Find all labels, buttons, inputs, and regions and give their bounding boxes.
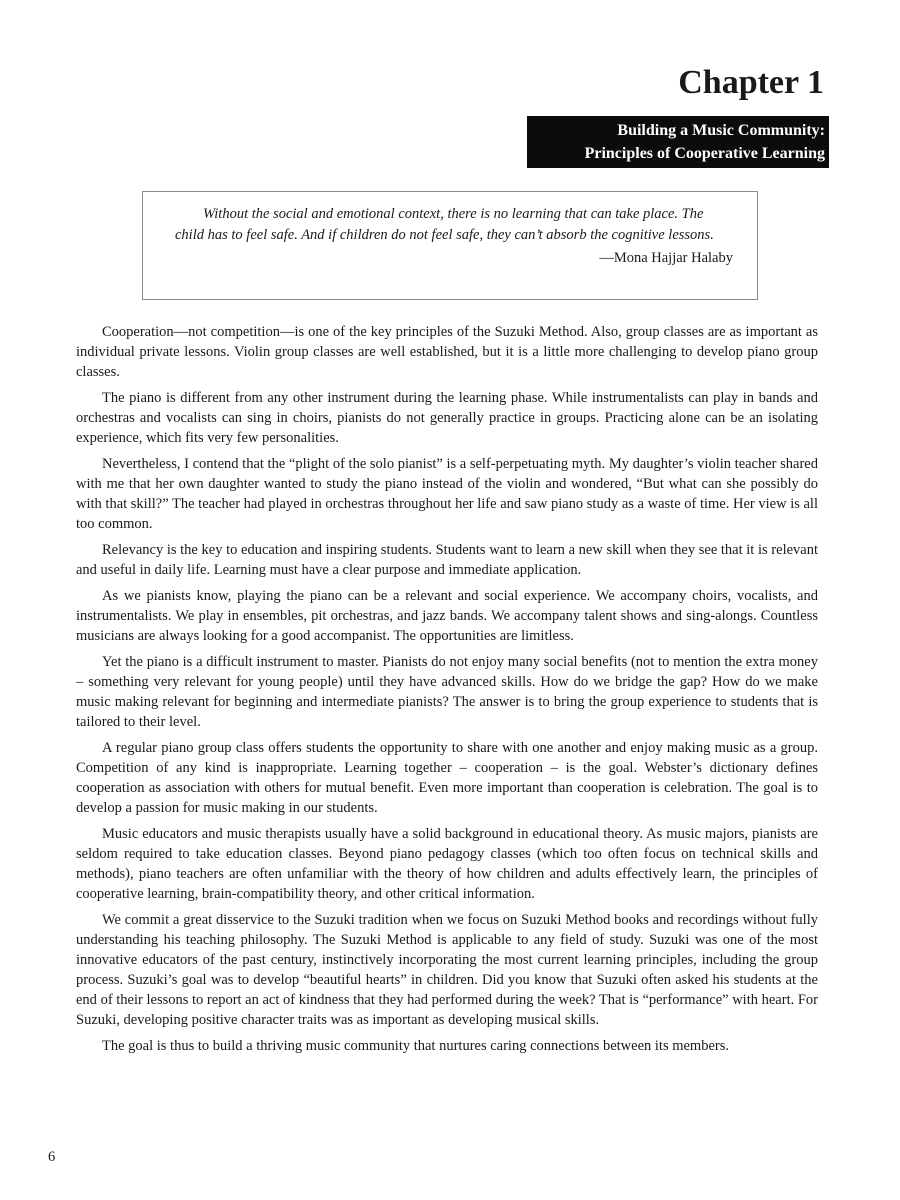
chapter-subtitle-line-2: Principles of Cooperative Learning [584, 145, 825, 162]
epigraph-text: Without the social and emotional context, there is no learning that can take place. The child has to feel safe. And if children do not feel safe, they can’t absorb the cognitive lessons. [175, 206, 714, 243]
paragraph: We commit a great disservice to the Suzuki tradition when we focus on Suzuki Method books and recordings without fully understanding his teaching philosophy. The Suzuki Method is applicable to any field of study. Suzuki was one of the most innovative educators of the past century, instinctively incorporating the most current learning principles, including the group process. Suzuki’s goal was to develop “beautiful hearts” in children. Did you know that Suzuki often asked his students at the end of their lessons to report an act of kindness that they had performed during the week? That is “performance” with heart. For Suzuki, developing positive character traits was as important as developing musical skills. [76, 912, 818, 1028]
chapter-title: Chapter 1 [678, 64, 824, 101]
page-number: 6 [48, 1149, 56, 1165]
epigraph-author: —Mona Hajjar Halaby [599, 250, 733, 266]
paragraph: Cooperation—not competition—is one of the key principles of the Suzuki Method. Also, group classes are as important as individual private lessons. Violin group classes are well established, but it is a little more challenging to develop piano group classes. [76, 324, 818, 380]
epigraph-box [142, 191, 758, 300]
paragraph: The goal is thus to build a thriving music community that nurtures caring connections between its members. [102, 1038, 729, 1054]
paragraph: As we pianists know, playing the piano can be a relevant and social experience. We accompany choirs, vocalists, and instrumentalists. We play in ensembles, pit orchestras, and jazz bands. We accompany talent shows and sing-alongs. Countless musicians are always looking for a good accompanist. The opportunities are limitless. [76, 588, 818, 644]
paragraph: Relevancy is the key to education and inspiring students. Students want to learn a new skill when they see that it is relevant and useful in daily life. Learning must have a clear purpose and immediate application. [76, 542, 818, 578]
chapter-subtitle-banner [527, 116, 829, 168]
paragraph: Nevertheless, I contend that the “plight of the solo pianist” is a self-perpetuating myth. My daughter’s violin teacher shared with me that her own daughter wanted to study the piano instead of the violin and wondered, “But what can she possibly do with that skill?” The teacher had played in orchestras throughout her life and saw piano study as a waste of time. Her view is all too common. [76, 456, 818, 532]
paragraph: A regular piano group class offers students the opportunity to share with one another and enjoy making music as a group. Competition of any kind is inappropriate. Learning together – cooperation – is the goal. Webster’s dictionary defines cooperation as association with others for mutual benefit. Even more important than cooperation is celebration. The goal is to develop a passion for music making in our students. [76, 740, 818, 816]
body-text [76, 322, 818, 1062]
paragraph: The piano is different from any other instrument during the learning phase. While instrumentalists can play in bands and orchestras and vocalists can sing in choirs, pianists do not generally practice in groups. Practicing alone can be an isolating experience, which fits very few personalities. [76, 390, 818, 446]
chapter-subtitle-line-1: Building a Music Community: [617, 122, 825, 139]
paragraph: Music educators and music therapists usually have a solid background in educational theory. As music majors, pianists are seldom required to take education classes. Beyond piano pedagogy classes (which too often focus on technical skills and methods), piano teachers are often unfamiliar with the theory of how children and adults effectively learn, the principles of cooperative learning, brain-compatibility theory, and other critical information. [76, 826, 818, 902]
paragraph: Yet the piano is a difficult instrument to master. Pianists do not enjoy many social benefits (not to mention the extra money – something very relevant for young people) until they have advanced skills. How do we bridge the gap? How do we make music making relevant for beginning and intermediate pianists? The answer is to bring the group experience to students that is tailored to their level. [76, 654, 818, 730]
